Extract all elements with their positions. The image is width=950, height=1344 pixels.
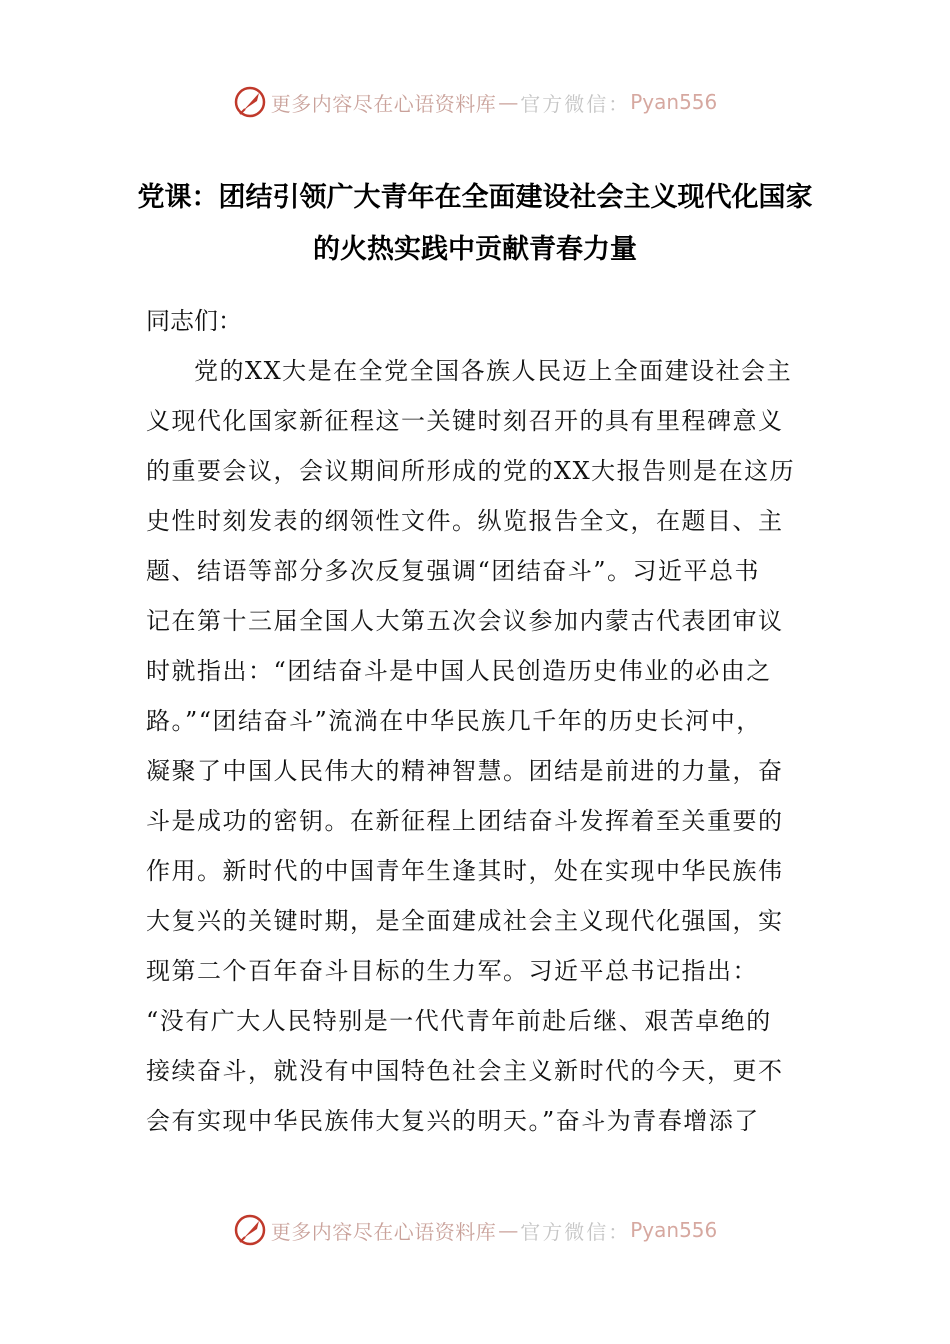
- wechat-id: Pyan556: [630, 1218, 718, 1242]
- salutation: 同志们：: [146, 307, 242, 335]
- paragraph-line: 斗是成功的密钥。在新征程上团结奋斗发挥着至关重要的: [146, 807, 784, 835]
- document-title: [135, 172, 815, 276]
- paragraph-line: 大复兴的关键时期，是全面建成社会主义现代化强国，实: [146, 907, 784, 935]
- quill-logo-icon: [233, 1213, 267, 1247]
- paragraph-line: 题、结语等部分多次反复强调“团结奋斗”。习近平总书: [146, 557, 761, 585]
- body-paragraph: [146, 346, 806, 1146]
- paragraph-line: 凝聚了中国人民伟大的精神智慧。团结是前进的力量，奋: [146, 757, 784, 785]
- header-banner: [0, 82, 950, 122]
- paragraph-line: 党的XX大是在全党全国各族人民迈上全面建设社会主: [194, 357, 793, 385]
- banner-separator: —: [498, 90, 519, 114]
- promo-text: 更多内容尽在心语资料库: [270, 1219, 497, 1244]
- paragraph-line: 的重要会议，会议期间所形成的党的XX大报告则是在这历: [146, 457, 796, 485]
- paragraph-line: 记在第十三届全国人大第五次会议参加内蒙古代表团审议: [146, 607, 784, 635]
- promo-text: 更多内容尽在心语资料库: [270, 91, 497, 116]
- paragraph-line: “没有广大人民特别是一代代青年前赴后继、艰苦卓绝的: [146, 1007, 772, 1035]
- paragraph-line: 时就指出：“团结奋斗是中国人民创造历史伟业的必由之: [146, 657, 772, 685]
- banner-separator: —: [498, 1218, 519, 1242]
- paragraph-line: 作用。新时代的中国青年生逢其时，处在实现中华民族伟: [146, 857, 784, 885]
- paragraph-line: 接续奋斗，就没有中国特色社会主义新时代的今天，更不: [146, 1057, 784, 1085]
- wechat-label: 官方微信：: [520, 1219, 631, 1244]
- paragraph-line: 现第二个百年奋斗目标的生力军。习近平总书记指出：: [146, 957, 758, 985]
- paragraph-line: 路。”“团结奋斗”流淌在中华民族几千年的历史长河中，: [146, 707, 762, 735]
- paragraph-line: 会有实现中华民族伟大复兴的明天。”奋斗为青春增添了: [146, 1107, 760, 1135]
- title-line-1: 党课：团结引领广大青年在全面建设社会主义现代化国家: [137, 182, 813, 213]
- wechat-label: 官方微信：: [520, 91, 631, 116]
- footer-banner: [0, 1210, 950, 1250]
- paragraph-line: 史性时刻发表的纲领性文件。纵览报告全文，在题目、主: [146, 507, 784, 535]
- paragraph-line: 义现代化国家新征程这一关键时刻召开的具有里程碑意义: [146, 407, 784, 435]
- wechat-id: Pyan556: [630, 90, 718, 114]
- document-body: [146, 296, 806, 1146]
- title-line-2: 的火热实践中贡献青春力量: [313, 234, 637, 265]
- quill-logo-icon: [233, 85, 267, 119]
